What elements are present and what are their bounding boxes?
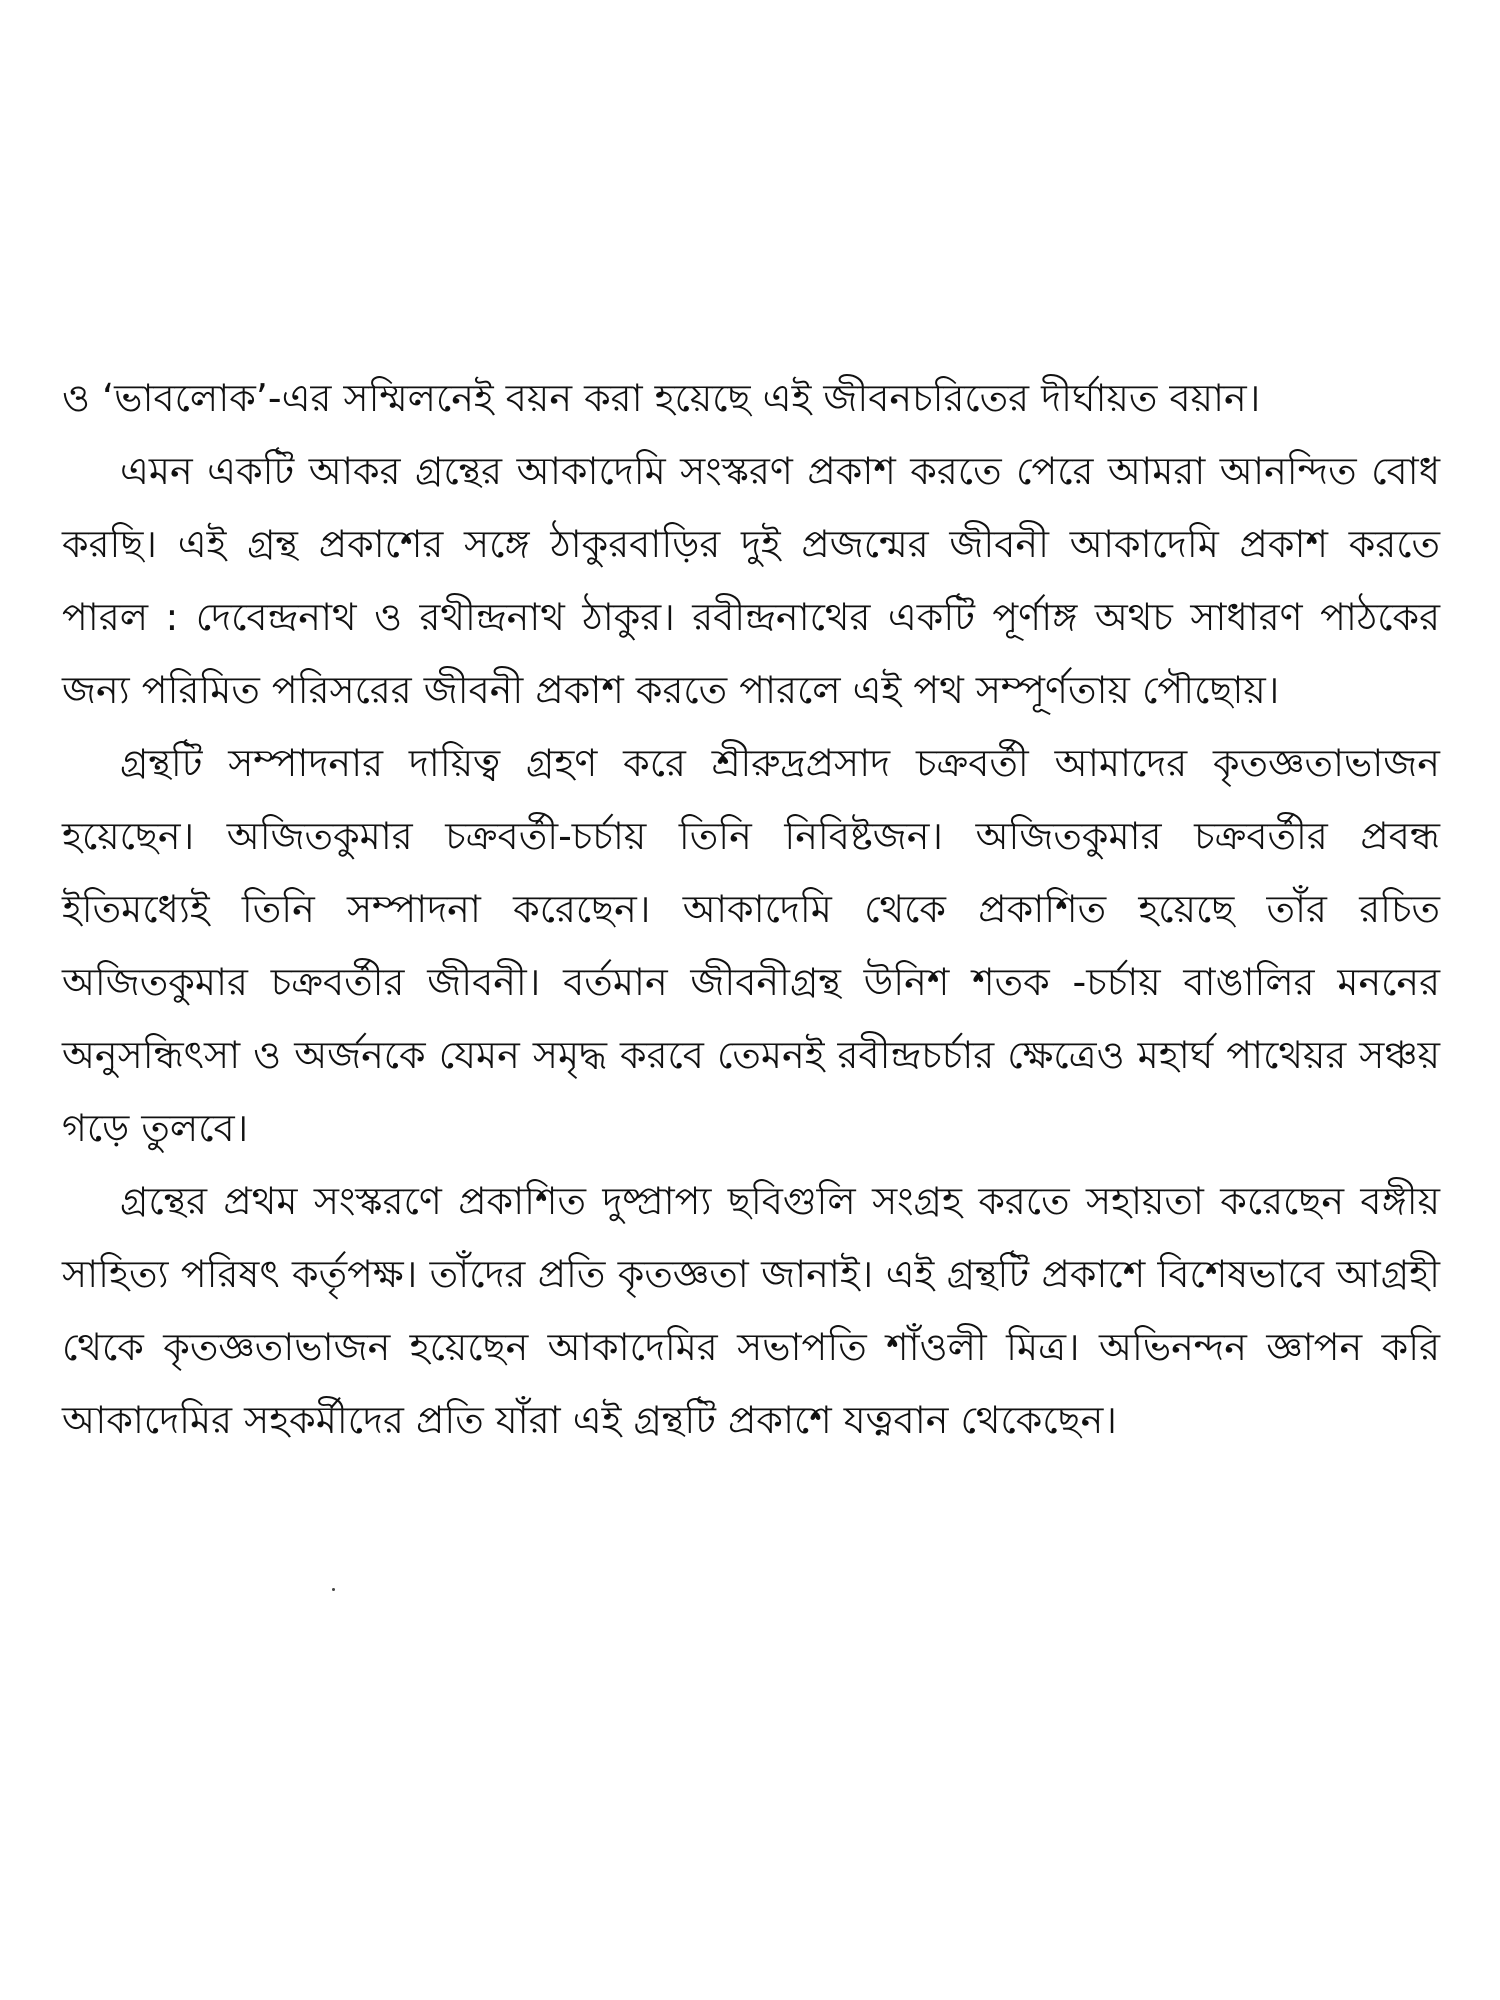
scan-speck xyxy=(332,1588,335,1591)
paragraph-publication-note: এমন একটি আকর গ্রন্থের আকাদেমি সংস্করণ প্রকাশ করতে পেরে আমরা আনন্দিত বোধ করছি। এই গ্রন্থ প্রকাশের সঙ্গে ঠাকুরবাড়ির দুই প্রজন্মের জীবনী আকাদেমি প্রকাশ করতে পারল : দেবেন্দ্রনাথ ও রথীন্দ্রনাথ ঠাকুর। রবীন্দ্রনাথের একটি পূর্ণাঙ্গ অথচ সাধারণ পাঠকের জন্য পরিমিত পরিসরের জীবনী প্রকাশ করতে পারলে এই পথ সম্পূর্ণতায় পৌছোয়। xyxy=(62,449,1440,712)
paragraph-thanks: গ্রন্থের প্রথম সংস্করণে প্রকাশিত দুষ্প্রাপ্য ছবিগুলি সংগ্রহ করতে সহায়তা করেছেন বঙ্গীয় সাহিত্য পরিষৎ কর্তৃপক্ষ। তাঁদের প্রতি কৃতজ্ঞতা জানাই। এই গ্রন্থটি প্রকাশে বিশেষভাবে আগ্রহী থেকে কৃতজ্ঞতাভাজন হয়েছেন আকাদেমির সভাপতি শাঁওলী মিত্র। অভিনন্দন জ্ঞাপন করি আকাদেমির সহকর্মীদের প্রতি যাঁরা এই গ্রন্থটি প্রকাশে যত্নবান থেকেছেন। xyxy=(62,1179,1440,1442)
body-text xyxy=(62,362,1440,1457)
paragraph-continuation: ও ‘ভাবলোক’-এর সম্মিলনেই বয়ন করা হয়েছে এই জীবনচরিতের দীর্ঘায়ত বয়ান। xyxy=(62,376,1261,420)
paragraph-editor-acknowledgement: গ্রন্থটি সম্পাদনার দায়িত্ব গ্রহণ করে শ্রীরুদ্রপ্রসাদ চক্রবর্তী আমাদের কৃতজ্ঞতাভাজন হয়েছেন। অজিতকুমার চক্রবর্তী-চর্চায় তিনি নিবিষ্টজন। অজিতকুমার চক্রবর্তীর প্রবন্ধ ইতিমধ্যেই তিনি সম্পাদনা করেছেন। আকাদেমি থেকে প্রকাশিত হয়েছে তাঁর রচিত অজিতকুমার চক্রবর্তীর জীবনী। বর্তমান জীবনীগ্রন্থ উনিশ শতক -চর্চায় বাঙালির মননের অনুসন্ধিৎসা ও অর্জনকে যেমন সমৃদ্ধ করবে তেমনই রবীন্দ্রচর্চার ক্ষেত্রেও মহার্ঘ পাথেয়র সঞ্চয় গড়ে তুলবে। xyxy=(62,741,1440,1150)
